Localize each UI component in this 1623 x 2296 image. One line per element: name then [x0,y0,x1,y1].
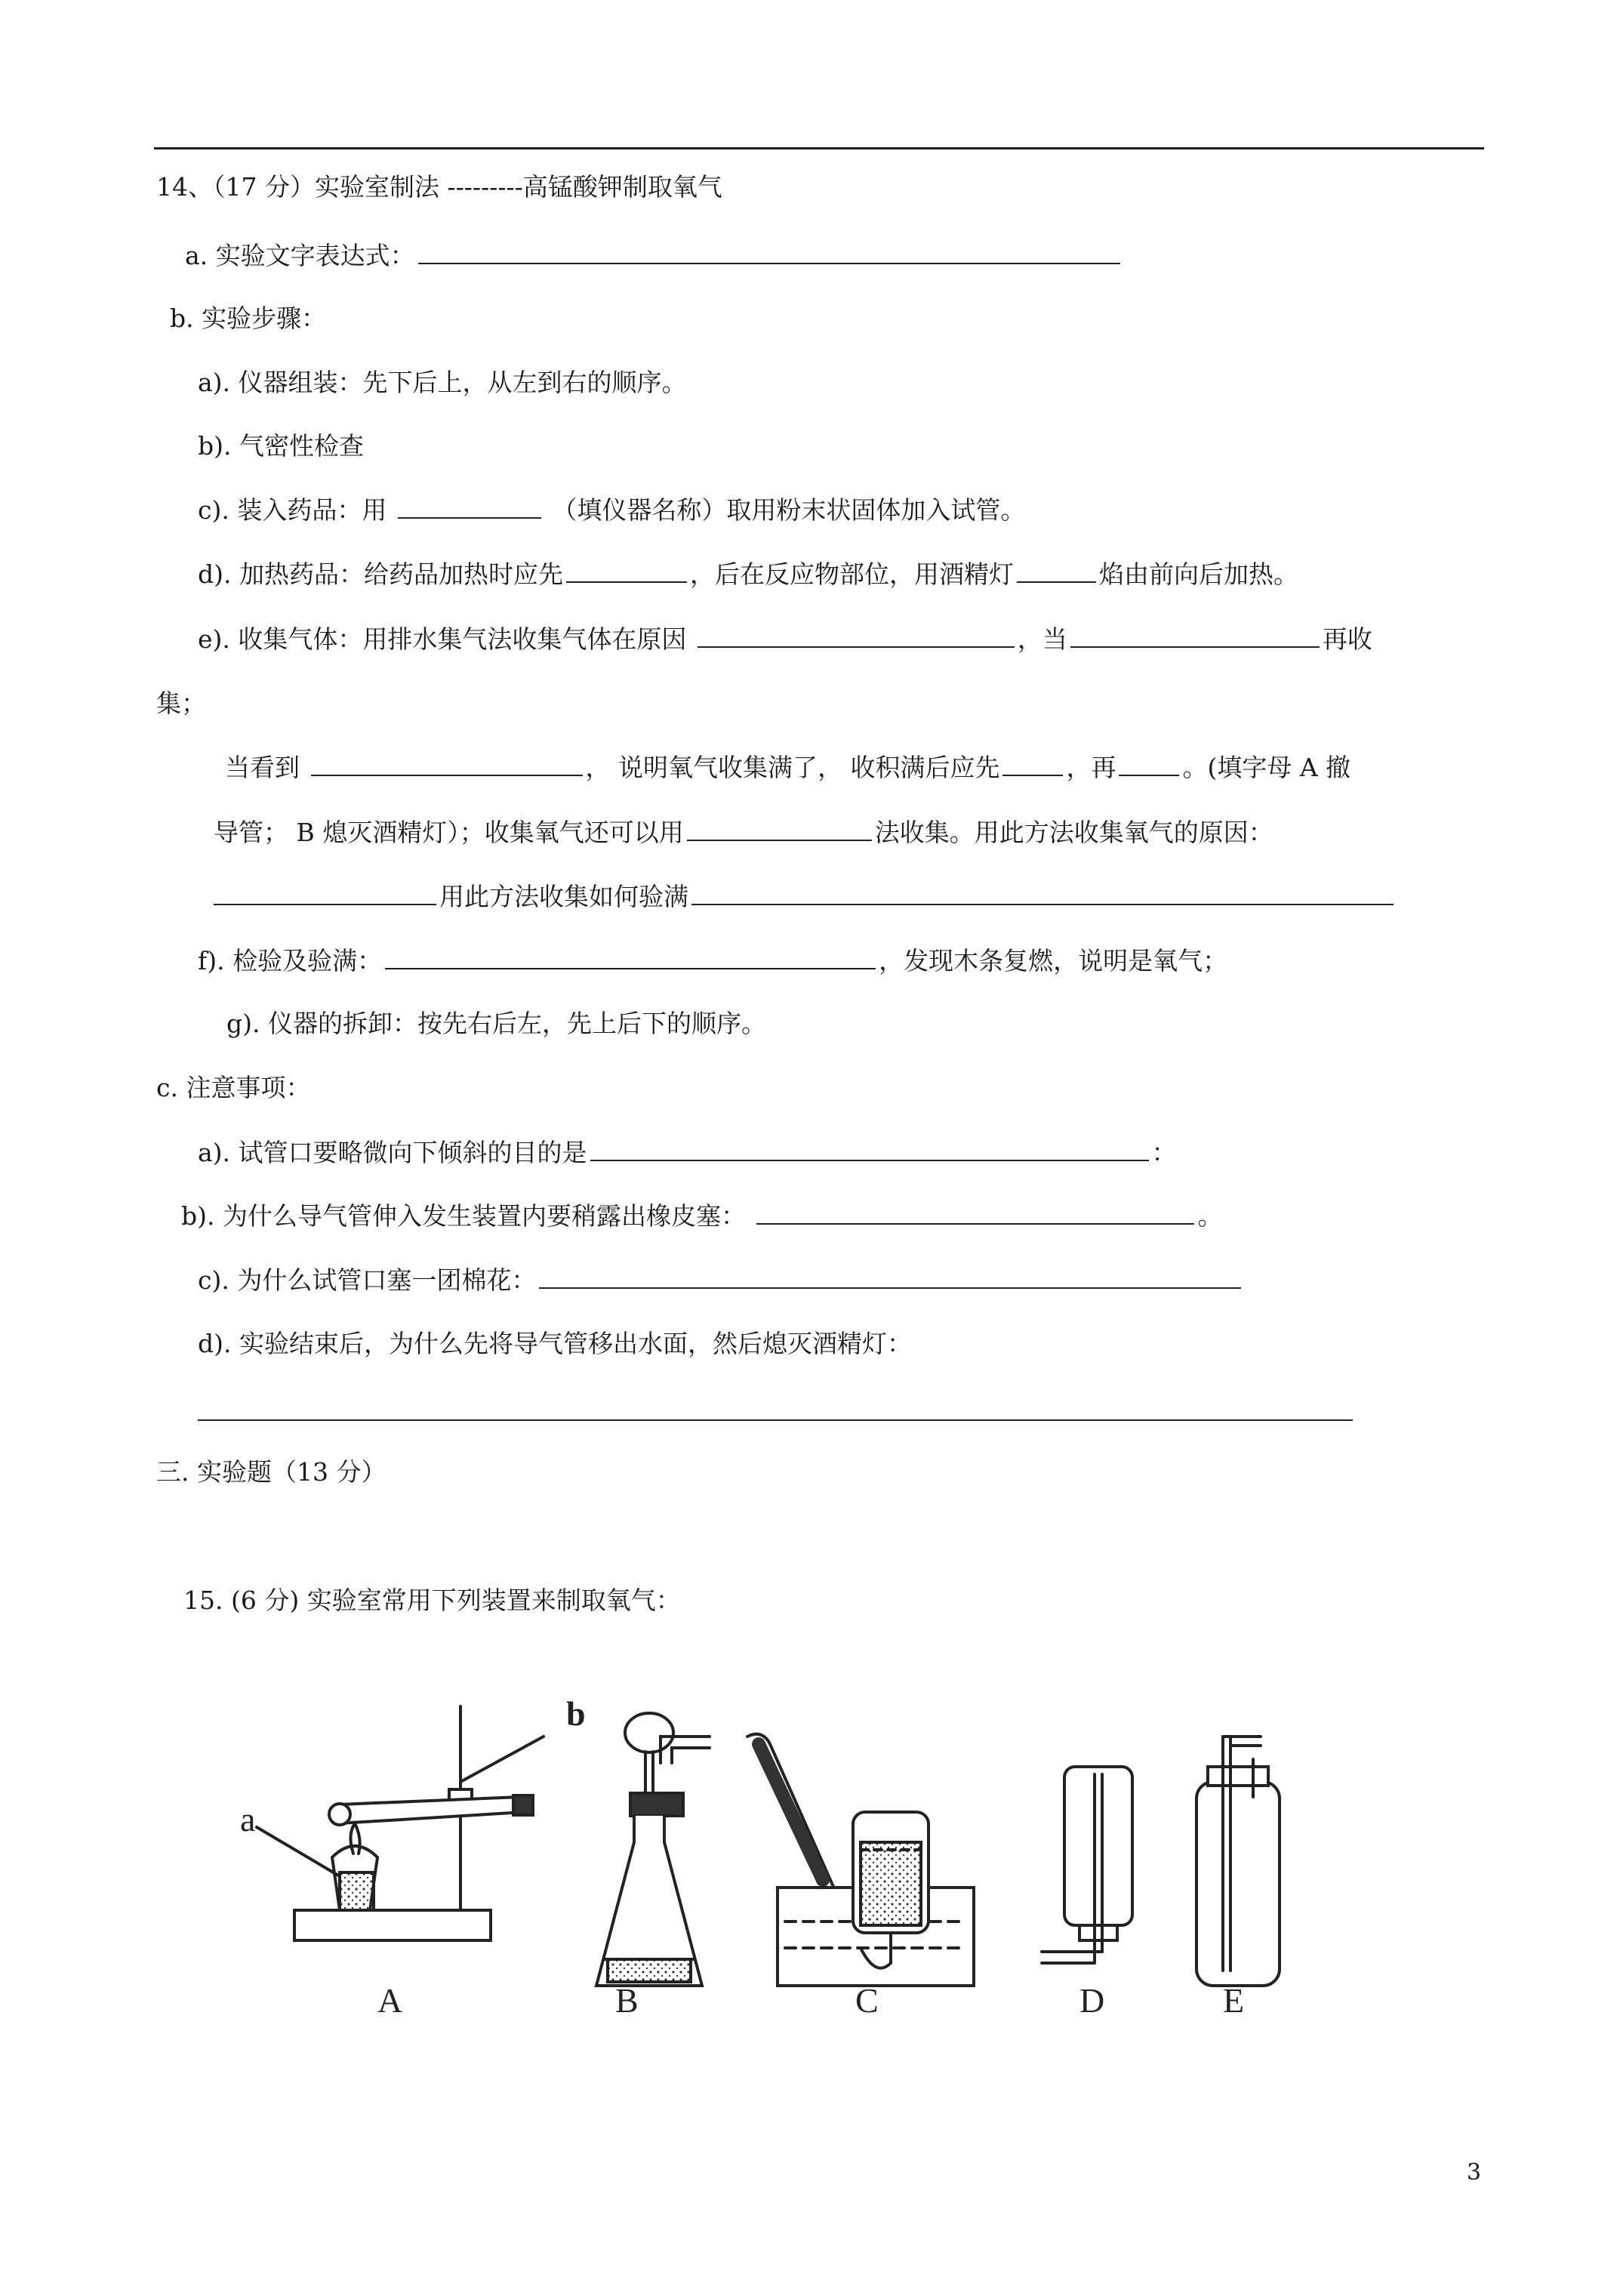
answer-blank[interactable] [687,817,872,841]
answer-blank[interactable] [311,752,583,776]
answer-blank[interactable] [1017,559,1096,583]
q14-b-e-other: 导管； B 熄灭酒精灯）；收集氧气还可以用 法收集。用此方法收集氧气的原因： [214,818,1273,847]
q14-b-e: e). 收集气体：用排水集气法收集气体在原因 ，当 再收 [198,624,1372,654]
section-3-title: 三. 实验题（13 分） [156,1457,387,1487]
label-B: B [615,1981,639,2020]
label-b: b [566,1694,586,1733]
label-a: a [240,1800,256,1838]
label-E: E [1223,1981,1245,2020]
q14-b-c: c). 装入药品：用 （填仪器名称）取用粉末状固体加入试管。 [198,495,1026,525]
answer-blank[interactable] [566,559,687,583]
apparatus-c [747,1734,974,1986]
q14-b-e-cont: 集； [156,689,206,718]
q14-b-d: d). 加热药品：给药品加热时应先 ，后在反应物部位，用酒精灯 焰由前向后加热。 [198,559,1298,589]
page-number: 3 [1467,2159,1482,2186]
q14-c-d: d). 实验结束后，为什么先将导气管移出水面，然后熄灭酒精灯： [198,1329,912,1358]
label-D: D [1079,1981,1105,2020]
q14-b-f: f). 检验及验满： ，发现木条复燃，说明是氧气； [198,946,1228,975]
apparatus-a [257,1706,544,1940]
answer-blank[interactable] [1119,752,1179,776]
answer-blank[interactable] [214,881,436,905]
q14-b-g: g). 仪器的拆卸：按先右后左，先上后下的顺序。 [226,1009,766,1038]
q14-b-b: b). 气密性检查 [198,431,364,461]
answer-blank[interactable] [698,624,1015,648]
label-A: A [377,1981,403,2020]
answer-blank[interactable] [1070,624,1320,648]
q14-title: 14、（17 分）实验室制法 ---------高锰酸钾制取氧气 [156,172,722,202]
q14-c: c. 注意事项： [156,1073,311,1102]
answer-blank[interactable] [398,495,541,519]
answer-blank[interactable] [539,1265,1241,1289]
answer-blank[interactable] [756,1200,1194,1225]
apparatus-figure [226,1661,1404,2023]
answer-blank[interactable] [385,945,876,969]
apparatus-e [1196,1737,1280,1986]
q14-c-b: b). 为什么导气管伸入发生装置内要稍露出橡皮塞： 。 [181,1201,1223,1231]
q14-c-a: a). 试管口要略微向下倾斜的目的是 ： [198,1138,1177,1167]
answer-line[interactable] [198,1419,1353,1421]
label-C: C [855,1981,879,2020]
q14-b-a: a). 仪器组装：先下后上，从左到右的顺序。 [198,368,687,397]
q14-b: b. 实验步骤： [170,304,327,333]
answer-blank[interactable] [418,240,1120,264]
answer-blank[interactable] [1002,752,1063,776]
apparatus-b [596,1713,710,1986]
q14-b-e-reason: 用此方法收集如何验满 [214,881,1397,912]
q15-title: 15. (6 分) 实验室常用下列装置来制取氧气： [183,1586,681,1615]
header-rule [154,147,1484,149]
answer-blank[interactable] [691,881,1394,905]
apparatus-d [1042,1767,1132,1963]
q14-a: a. 实验文字表达式： [185,240,1123,271]
q14-c-c: c). 为什么试管口塞一团棉花： [198,1265,1244,1296]
answer-blank[interactable] [590,1137,1149,1161]
q14-b-e-full: 当看到 ， 说明氧气收集满了， 收积满后应先 ，再 。(填字母 A 撤 [225,753,1351,782]
